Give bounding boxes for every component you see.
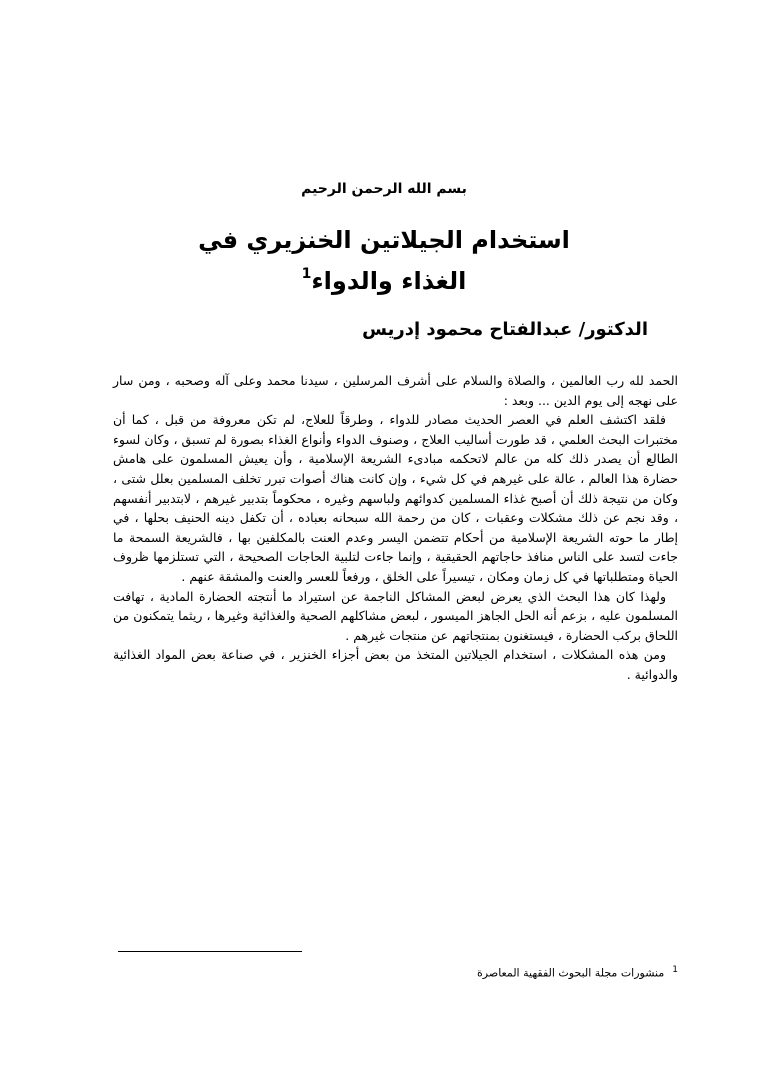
footnote-text: منشورات مجلة البحوث الفقهية المعاصرة <box>477 966 665 980</box>
author-name: الدكتور/ عبدالفتاح محمود إدريس <box>362 319 648 340</box>
title-line-2-text: الغذاء والدواء <box>311 267 467 295</box>
basmala-heading: بسم الله الرحمن الرحيم <box>301 181 467 197</box>
document-title <box>90 222 678 299</box>
footnote <box>178 962 678 982</box>
paragraph-4: ومن هذه المشكلات ، استخدام الجيلاتين المتخذ من بعض أجزاء الخنزير ، في صناعة بعض المواد الغذائية والدوائية . <box>113 647 678 682</box>
footnote-separator <box>118 951 302 952</box>
title-line-1: استخدام الجيلاتين الخنزيري في <box>198 226 570 254</box>
title-footnote-ref: 1 <box>301 266 312 282</box>
title-line-2 <box>90 258 678 299</box>
paragraph-3: ولهذا كان هذا البحث الذي يعرض لبعض المشاكل الناجمة عن استيراد ما أنتجته الحضارة المادية ، تهافت المسلمون عليه ، بزعم أنه الحل الجاهز الميسور ، لبعض مشاكلهم الصحية والغذائية وغيرها ، ريثما يتمكنون من اللحاق بركب الحضارة ، فيستغنون بمنتجاتهم عن منتجات غيرهم . <box>113 588 678 643</box>
body-text <box>113 371 678 685</box>
paragraph-1: الحمد لله رب العالمين ، والصلاة والسلام على أشرف المرسلين ، سيدنا محمد وعلى آله وصحبه ، ومن سار على نهجه إلى يوم الدين ... وبعد : <box>113 373 678 408</box>
paragraph-2: فلقد اكتشف العلم في العصر الحديث مصادر للدواء ، وطرقاً للعلاج، لم تكن معروفة من قبل ، كما أن مختبرات البحث العلمي ، قد طورت أساليب العلاج ، وصنوف الدواء وأنواع الغذاء بصورة لم تسبق ، وكان لسوء الطالع أن يصدر ذلك كله من عالم لاتحكمه مبادىء الشريعة الإسلامية ، وأن يعيش المسلمون على هامش حضارة هذا العالم ، عالة على غيرهم في كل شيء ، وإن كانت هناك أصوات تبرر تخلف المسلمين بعلل شتى ، وكان من نتيجة ذلك أن أصبح غذاء المسلمين كدوائهم ولباسهم وغيره ، محكوماً بتدبير غيرهم ، لابتدبير أنفسهم ، وقد نجم عن ذلك مشكلات وعقبات ، كان من رحمة الله سبحانه بعباده ، أن تكفل دينه الحنيف بحلها ، في إطار ما حوته الشريعة الإسلامية من أحكام تتضمن اليسر وعدم العنت بالمكلفين بها ، فالشريعة السمحة ما جاءت لتسد على الناس منافذ حاجاتهم الحقيقية ، وإنما جاءت لتلبية الحاجات الصحيحة ، التي تستلزمها ظروف الحياة ومتطلباتها في كل زمان ومكان ، تيسيراً على الخلق ، ورفعاً للعسر والعنت والمشقة عنهم . <box>113 412 678 584</box>
footnote-number: 1 <box>672 965 678 975</box>
